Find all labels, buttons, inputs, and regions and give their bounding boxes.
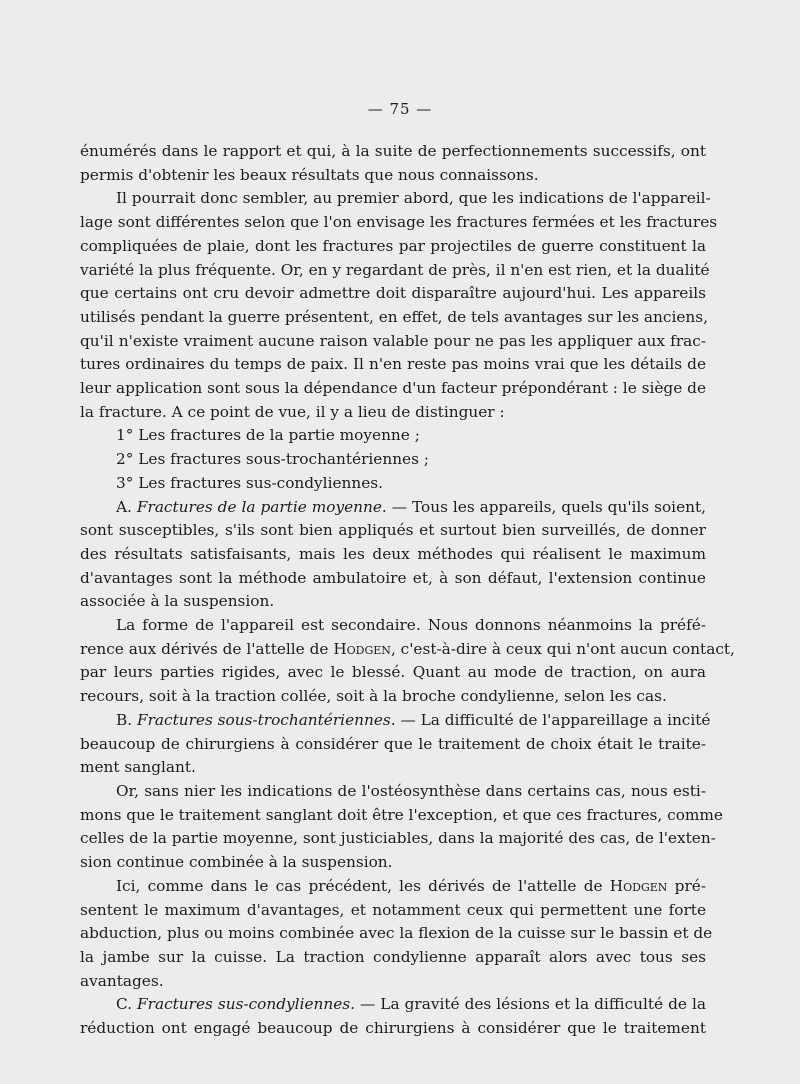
text-line: d'avantages sont la méthode ambulatoire et, à son défaut, l'extension continue	[80, 568, 706, 587]
list-item: 2° Les fractures sous-trochantériennes ;	[116, 450, 429, 469]
text-fragment: Ici, comme dans le cas précédent, les dérivés de l'attelle de	[116, 876, 603, 895]
text-line: permis d'obtenir les beaux résultats que nous connaissons.	[80, 165, 539, 184]
text-line: par leurs parties rigides, avec le blessé. Quant au mode de traction, on aura	[80, 663, 706, 682]
text-line: des résultats satisfaisants, mais les deux méthodes qui réalisent le maximum	[80, 544, 706, 563]
text-line: associée à la suspension.	[80, 592, 275, 611]
text-line: énumérés dans le rapport et qui, à la suite de perfectionnements successifs, ont	[80, 142, 706, 160]
text-line: ment sanglant.	[80, 758, 196, 777]
text-line: que certains ont cru devoir admettre doit disparaître aujourd'hui. Les appareils	[80, 284, 706, 303]
text-fragment: , c'est-à-dire à ceux qui n'ont aucun contact,	[390, 639, 735, 658]
text-line: qu'il n'existe vraiment aucune raison valable pour ne pas les appliquer aux frac-	[80, 331, 706, 350]
text-line: lage sont différentes selon que l'on envisage les fractures fermées et les fractures	[80, 213, 718, 232]
section-b-heading-line	[80, 709, 711, 733]
text-line: utilisés pendant la guerre présentent, en effet, de tels avantages sur les anciens,	[80, 307, 708, 326]
text-line: celles de la partie moyenne, sont justiciables, dans la majorité des cas, de l'exten-	[80, 829, 716, 848]
text-line: la fracture. A ce point de vue, il y a lieu de distinguer :	[80, 402, 505, 421]
text-line: La forme de l'appareil est secondaire. Nous donnons néanmoins la préfé-	[116, 616, 706, 635]
section-label: B.	[116, 710, 133, 729]
text-line: leur application sont sous la dépendance d'un facteur prépondérant : le siège de	[80, 379, 706, 398]
text-line: sentent le maximum d'avantages, et notamment ceux qui permettent une forte	[80, 900, 706, 919]
text-line: la jambe sur la cuisse. La traction condylienne apparaît alors avec tous ses	[80, 947, 706, 966]
text-fragment: pré-	[674, 876, 706, 895]
text-line: mons que le traitement sanglant doit être l'exception, et que ces fractures, comme	[80, 805, 723, 824]
text-line: Or, sans nier les indications de l'ostéosynthèse dans certains cas, nous esti-	[116, 781, 706, 800]
page-number: — 75 —	[367, 100, 433, 118]
text-line: beaucoup de chirurgiens à considérer que le traitement de choix était le traite-	[80, 734, 706, 753]
text-line: compliquées de plaie, dont les fractures par projectiles de guerre constituent la	[80, 236, 706, 255]
section-label: A.	[116, 497, 132, 516]
section-title: Fractures sus-condyliennes.	[137, 995, 355, 1014]
text-line: abduction, plus ou moins combinée avec la flexion de la cuisse sur le bassin et de	[80, 924, 713, 943]
proper-name: Hodgen	[609, 876, 668, 895]
text-line: recours, soit à la traction collée, soit à la broche condylienne, selon les cas.	[80, 687, 667, 706]
text-line: variété la plus fréquente. Or, en y regardant de près, il n'en est rien, et la dualité	[80, 260, 710, 279]
text-fragment: — Tous les appareils, quels qu'ils soient,	[391, 497, 706, 516]
text-fragment: — La difficulté de l'appareillage a incité	[400, 710, 711, 729]
text-line: Il pourrait donc sembler, au premier abord, que les indications de l'appareil-	[116, 189, 711, 208]
section-title: Fractures sous-trochantériennes.	[136, 710, 396, 729]
section-title: Fractures de la partie moyenne.	[136, 497, 387, 516]
body-text	[80, 140, 735, 1041]
text-fragment: rence aux dérivés de l'attelle de	[80, 639, 329, 658]
text-line: réduction ont engagé beaucoup de chirurgiens à considérer que le traitement	[80, 1019, 706, 1038]
text-line: tures ordinaires du temps de paix. Il n'en reste pas moins vrai que les détails de	[80, 355, 706, 374]
text-line: avantages.	[80, 971, 164, 990]
section-a-heading-line	[80, 496, 706, 520]
text-line: sion continue combinée à la suspension.	[80, 853, 393, 872]
text-line-with-name	[80, 638, 735, 662]
list-item: 3° Les fractures sus-condyliennes.	[116, 473, 383, 492]
text-line: sont susceptibles, s'ils sont bien appliqués et surtout bien surveillés, de donner	[80, 521, 706, 540]
proper-name: Hodgen	[333, 639, 391, 658]
section-c-heading-line	[80, 993, 706, 1017]
text-fragment: — La gravité des lésions et la difficulté de la	[360, 995, 706, 1014]
list-item: 1° Les fractures de la partie moyenne ;	[116, 426, 420, 445]
text-line-with-name	[80, 875, 706, 899]
section-label: C.	[116, 995, 133, 1014]
